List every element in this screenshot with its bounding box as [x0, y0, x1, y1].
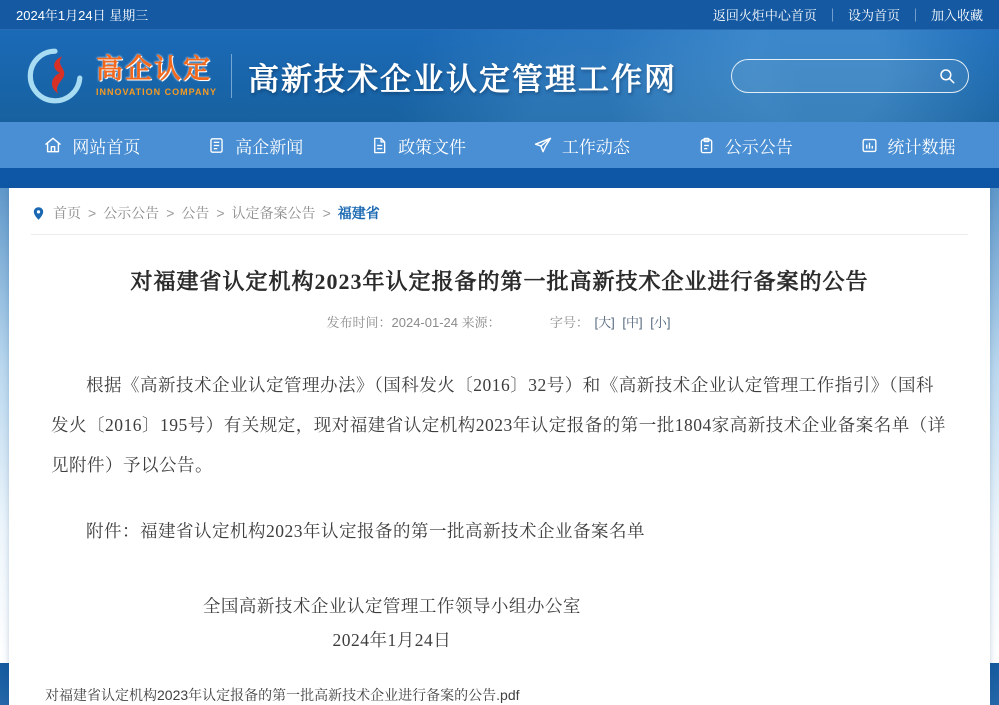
torch-center-home-link[interactable]: 返回火炬中心首页	[712, 8, 817, 23]
nav-label: 高企新闻	[235, 137, 304, 157]
article-title: 对福建省认定机构2023年认定报备的第一批高新技术企业进行备案的公告	[130, 269, 869, 294]
publish-time-label: 发布时间：	[326, 315, 392, 330]
policy-doc-icon	[370, 136, 389, 155]
article-body	[51, 365, 948, 657]
news-icon	[207, 136, 226, 155]
breadcrumb	[9, 188, 990, 234]
nav-label: 公示公告	[724, 137, 793, 157]
set-homepage-link[interactable]: 设为首页	[847, 8, 900, 23]
paper-plane-icon	[533, 135, 553, 155]
search-input[interactable]	[744, 69, 938, 84]
signature-office: 全国高新技术企业认定管理工作领导小组办公室	[202, 596, 581, 616]
breadcrumb-separator: >	[216, 205, 225, 221]
masthead	[0, 30, 999, 122]
breadcrumb-separator: >	[322, 205, 331, 221]
nav-item-home[interactable]	[25, 122, 158, 168]
nav-label: 政策文件	[398, 137, 467, 157]
nav-bottom-strip	[0, 168, 999, 188]
logo-swoosh-icon	[24, 45, 86, 107]
masthead-divider	[231, 54, 232, 98]
top-utility-bar	[0, 0, 999, 30]
logo-title: 高企认定	[96, 53, 212, 84]
search-box	[731, 59, 969, 93]
nav-label: 工作动态	[561, 137, 630, 157]
source-label: 来源：	[461, 315, 501, 330]
logo-subtitle: INNOVATION COMPANY	[96, 86, 217, 97]
nav-item-work-news[interactable]	[515, 122, 648, 168]
site-title: 高新技术企业认定管理工作网	[248, 61, 677, 97]
attachment-line: 附件：福建省认定机构2023年认定报备的第一批高新技术企业备案名单	[86, 521, 645, 541]
publish-date: 2024-01-24	[391, 315, 459, 330]
current-date: 2024年1月24日 星期三	[16, 8, 149, 23]
breadcrumb-filing-notice[interactable]: 认定备案公告	[231, 205, 316, 221]
bar-chart-icon	[860, 136, 879, 155]
signature-date: 2024年1月24日	[332, 630, 452, 650]
clipboard-icon	[697, 136, 716, 155]
fontsize-small-button[interactable]: [小]	[650, 315, 671, 330]
breadcrumb-home[interactable]: 首页	[53, 205, 81, 221]
article-meta	[51, 312, 948, 331]
topbar-separator: ｜	[825, 8, 839, 23]
fontsize-large-button[interactable]: [大]	[594, 315, 615, 330]
breadcrumb-announcements[interactable]: 公示公告	[103, 205, 160, 221]
location-pin-icon	[31, 206, 46, 221]
site-logo[interactable]	[24, 45, 217, 107]
logo-text	[96, 53, 217, 97]
nav-item-policy[interactable]	[352, 122, 484, 168]
nav-item-announcements[interactable]	[679, 122, 811, 168]
breadcrumb-notice[interactable]: 公告	[181, 205, 210, 221]
nav-item-statistics[interactable]	[842, 122, 974, 168]
home-icon	[43, 135, 63, 155]
breadcrumb-separator: >	[166, 205, 175, 221]
breadcrumb-current-fujian: 福建省	[337, 205, 380, 221]
nav-label: 统计数据	[887, 137, 956, 157]
search-icon	[938, 67, 956, 85]
search-button[interactable]	[938, 67, 956, 85]
nav-item-news[interactable]	[189, 122, 321, 168]
content-panel	[9, 188, 990, 705]
add-favorite-link[interactable]: 加入收藏	[930, 8, 983, 23]
attachment-pdf-link[interactable]: 对福建省认定机构2023年认定报备的第一批高新技术企业进行备案的公告.pdf	[45, 687, 520, 703]
fontsize-label: 字号：	[549, 315, 589, 330]
fontsize-medium-button[interactable]: [中]	[622, 315, 643, 330]
breadcrumb-separator: >	[88, 205, 97, 221]
nav-label: 网站首页	[72, 137, 141, 157]
topbar-links	[713, 5, 983, 24]
topbar-separator: ｜	[908, 8, 922, 23]
main-nav	[0, 122, 999, 168]
article-paragraph: 根据《高新技术企业认定管理办法》（国科发火〔2016〕32号）和《高新技术企业认定管理工作指引》（国科发火〔2016〕195号）有关规定，现对福建省认定机构2023年认定报备的第一批1804家高新技术企业备案名单（详见附件）予以公告。	[51, 375, 946, 475]
article	[9, 235, 990, 705]
